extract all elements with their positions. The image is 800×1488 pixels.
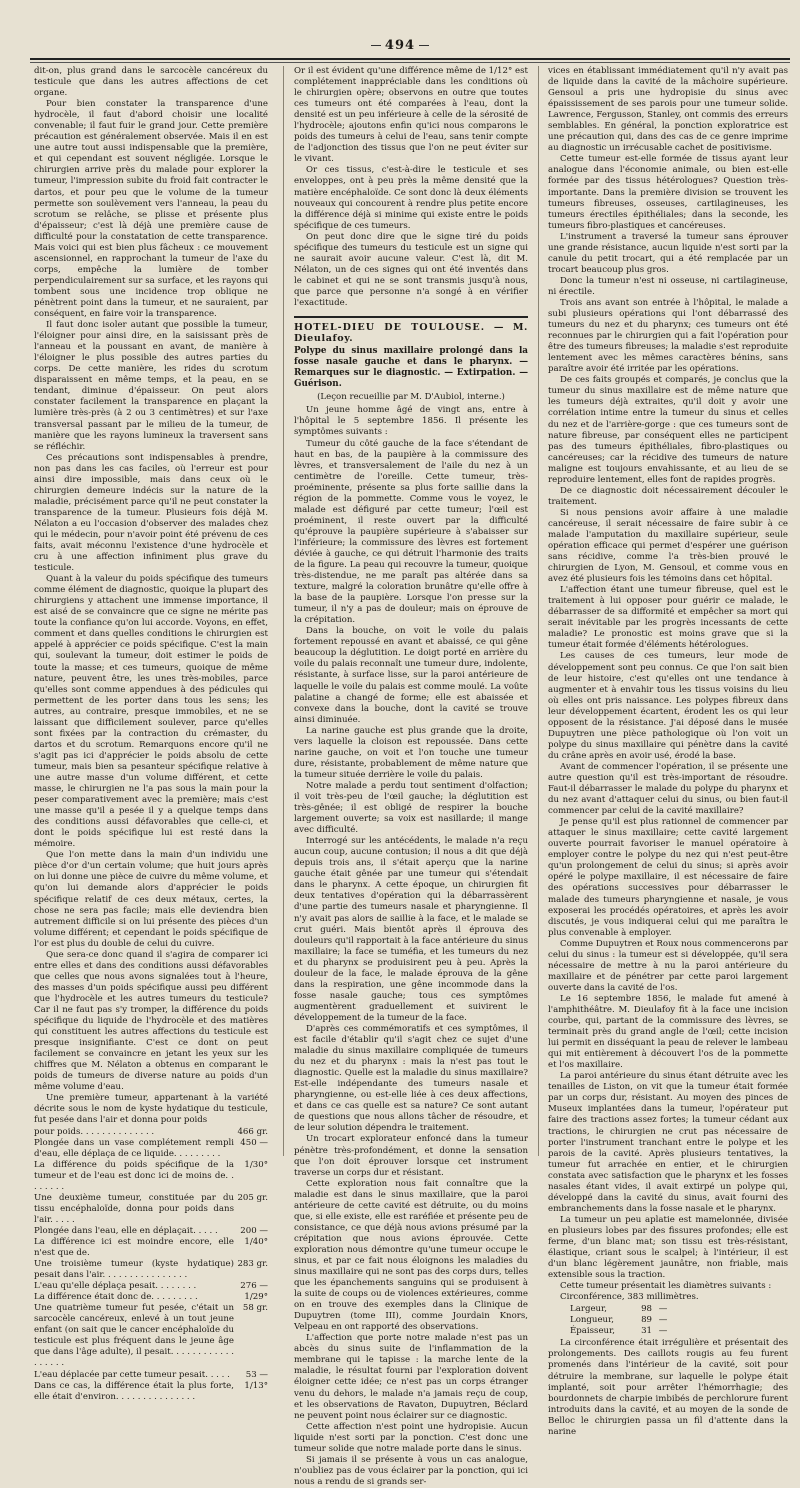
dimensions-table [570, 1304, 788, 1337]
experiment-row [34, 1237, 268, 1259]
paragraph: Je pense qu'il est plus rationnel de commencer par attaquer le sinus maxillaire; cette cavité largement ouverte pourrait favoriser le manuel opératoire à employer contre le polype du nez qui n'est peut-être qu'un prolongement de celui du sinus; si après avoir opéré le polype maxillaire, il est nécessaire de faire des opérations successives pour débarrasser le malade des tumeurs pharyngienne et nasale, je vous exposerai les procédés opératoires, et après les avoir discutés, je vous indiquerai celui qui me paraîtra le plus convenable à employer. [548, 817, 788, 938]
dimension-value: 31 [641, 1326, 652, 1337]
dimension-row [570, 1304, 680, 1315]
experiment-row [34, 1292, 268, 1303]
experiment-label: Une troisième tumeur (kyste hydatique) pesait dans l'air. . . . . . . . . . . . . . . . [34, 1259, 234, 1281]
experiment-value: 283 gr. [237, 1259, 268, 1270]
paragraph: Donc la tumeur n'est ni osseuse, ni cartilagineuse, ni érectile. [548, 275, 788, 297]
experiment-value: 205 gr. [237, 1192, 268, 1203]
paragraph: Un trocart explorateur enfoncé dans la tumeur pénètre très-profondément, et donne la sensation que l'on doit éprouver lorsque cet instrument traverse un corps dur et résistant. [294, 1134, 528, 1178]
experiment-label: L'eau qu'elle déplaça pesait. . . . . . . . [34, 1281, 197, 1292]
experiments-intro: Une première tumeur, appartenant à la variété décrite sous le nom de kyste hydatique du testicule, fut pesée dans l'air et donna pour poids [34, 1093, 268, 1126]
dimension-unit: — [658, 1315, 668, 1326]
experiment-row [34, 1303, 268, 1369]
experiment-value: 276 — [240, 1281, 268, 1292]
experiment-label: Dans ce cas, la différence était la plus forte, elle était d'environ. . . . . . . . . . . . . . . [34, 1380, 234, 1402]
paragraph: Circonférence, 383 millimètres. [560, 1292, 699, 1303]
paragraph: vices en établissant immédiatement qu'il n'y avait pas de liquide dans la cavité de la mâchoire supérieure. Gensoul a pris une hydropisie du sinus avec épaississement de ses parois pour une tumeur solide. Lawrence, Fergusson, Stanley, ont commis des erreurs semblables. En général, la ponction exploratrice est une précaution qui, dans des cas de ce genre imprime au diagnostic un irrécusable cachet de positivisme. [548, 66, 788, 154]
paragraph: Que l'on mette dans la main d'un individu une pièce d'or d'un certain volume; que huit jours après on lui donne une pièce de cuivre du même volume, et qu'on lui demande alors d'apprécier le poids spécifique relatif de ces deux métaux, certes, la chose ne sera pas facile; mais elle deviendra bien autrement difficile si on lui présente des pièces d'un volume différent; et cependant le poids spécifique de l'or est plus du double de celui du cuivre. [34, 850, 268, 949]
paragraph: Or il est évident qu'une différence même de 1/12° est complétement inappréciable dans les conditions où le chirurgien opère; observons en outre que toutes ces tumeurs ont été comparées à l'eau, dont la densité est un peu inférieure à celle de la sérosité de l'hydrocèle; ajoutons enfin qu'ici nous comparons le poids des tumeurs à celui de l'eau, sans tenir compte de l'adjonction des tissus que l'on ne peut éviter sur le vivant. [294, 66, 528, 165]
experiment-label: La différence ici est moindre encore, elle n'est que de. [34, 1236, 234, 1259]
page-number: 494 [0, 38, 800, 53]
paragraph: La paroi antérieure du sinus étant détruite avec les tenailles de Liston, on vit que la tumeur était formée par un corps dur, résistant. Au moyen des pinces de Museux implantées dans la tumeur, l'opérateur put faire des tractions assez fortes; la tumeur cédant aux tractions, le chirurgien ne crut pas nécessaire de porter l'instrument tranchant entre le polype et les parois de la cavité. Après plusieurs tentatives, la tumeur fut arrachée en entier, et le chirurgien constata avec satisfaction que le pharynx et les fosses nasales étant vides, il avait extirpé un polype qui, développé dans la cavité du sinus, avait fourni des embranchements dans la fosse nasale et le pharynx. [548, 1071, 788, 1214]
paragraph: Si jamais il se présente à vous un cas analogue, n'oubliez pas de vous éclairer par la ponction, qui ici nous a rendu de si grands ser- [294, 1454, 528, 1487]
paragraph: Cette exploration nous fait connaître que la maladie est dans le sinus maxillaire, que la paroi antérieure de cette cavité est détruite, ou du moins que, si elle existe, elle est raréfiée et présente peu de consistance, ce que déjà nous avions présumé par la crépitation que nous avions éprouvée. Cette exploration nous démontre qu'une tumeur occupe le sinus, et par ce fait nous éloignons les maladies du sinus maxillaire qui ne sont pas des corps durs, telles que les épanchements sanguins qui se produisent à la suite de coups ou de violences extérieures, comme on en trouve des exemples dans la Clinique de Dupuytren (tome III), comme Jourdain Knors, Velpeau en ont rapporté des observations. [294, 1178, 528, 1333]
paragraph: Cette tumeur présentait les diamètres suivants : [560, 1281, 772, 1292]
experiments-table [34, 1127, 268, 1403]
column-1 [34, 66, 268, 1402]
paragraph: Tumeur du côté gauche de la face s'étendant de haut en bas, de la paupière à la commissure des lèvres, et transversalement de l'aile du nez à un centimètre de l'oreille. Cette tumeur, très-proéminente, présente sa plus forte saillie dans la région de la pommette. Comme vous le voyez, le malade est défiguré par cette tumeur; l'œil est proéminent, il reste ouvert par la difficulté qu'éprouve la paupière supérieure à s'abaisser sur l'inférieure; la commissure des lèvres est fortement déviée à gauche, ce qui détruit l'harmonie des traits de la figure. La peau qui recouvre la tumeur, quoique très-distendue, ne me paraît pas altérée dans sa texture, malgré la coloration brunâtre qu'elle offre à la base de la paupière. Lorsque l'on presse sur la tumeur, il n'y a pas de douleur; mais on éprouve de la crépitation. [294, 438, 528, 626]
dimension-unit: — [658, 1304, 668, 1315]
dimension-name: Largeur, [570, 1304, 607, 1315]
experiment-value: 1/29° [244, 1292, 268, 1303]
experiment-row [34, 1381, 268, 1403]
header-rule [30, 58, 790, 60]
paragraph: L'instrument a traversé la tumeur sans éprouver une grande résistance, aucun liquide n'est sorti par la canule du petit trocart, qui a été remplacée par un trocart beaucoup plus gros. [548, 231, 788, 275]
paragraph: L'affection que porte notre malade n'est pas un abcès du sinus suite de l'inflammation de la membrane qui le tapisse : la marche lente de la maladie, le résultat fourni par l'exploration doivent éloigner cette idée; ce n'est pas un corps étranger venu du dehors, le malade n'a jamais reçu de coup, et les observations de Ravaton, Dupuytren, Béclard ne peuvent point nous éclairer sur ce diagnostic. [294, 1333, 528, 1421]
experiment-value: 58 gr. [242, 1303, 268, 1314]
paragraph: Les causes de ces tumeurs, leur mode de développement sont peu connus. Ce que l'on sait bien de leur histoire, c'est qu'elles ont une tendance à augmenter et à envahir tous les tissus voisins du lieu où elles ont pris naissance. Les polypes fibreux dans leur développement écartent, érodent les os qui leur opposent de la résistance. J'ai déposé dans le musée Dupuytren une pièce pathologique où l'on voit un polype du sinus maxillaire qui pénètre dans la cavité du crâne après en avoir usé, érodé la base. [548, 651, 788, 761]
experiment-row [34, 1281, 268, 1292]
experiment-label: pour poids. . . . . . . . . . . . . . [34, 1126, 155, 1137]
paragraph: Interrogé sur les antécédents, le malade n'a reçu aucun coup, aucune contusion; il nous a dit que déjà depuis trois ans, il s'était aperçu que la narine gauche était gênée par une tumeur qui s'étendait dans le pharynx. A cette époque, un chirurgien fit deux tentatives d'opération qui la débarrassèrent d'une partie des tumeurs nasale et pharyngienne. Il n'y avait pas alors de saillie à la face, et le malade se crut guéri. Mais bientôt après il éprouva des douleurs qu'il rapportait à la face antérieure du sinus maxillaire; la face se tuméfia, et les tumeurs du nez et du pharynx se produisirent peu à peu. Après la douleur de la face, le malade éprouva de la gêne dans la respiration, une gêne incommode dans la fosse nasale gauche; tous ces symptômes augmentèrent graduellement et suivirent le développement de la tumeur de la face. [294, 836, 528, 1023]
experiment-label: La différence du poids spécifique de la tumeur et de l'eau est donc ici de moins de. . . . . . . . [34, 1159, 234, 1192]
section-author: — M. Dieulafoy. [294, 322, 528, 345]
paragraph: Comme Dupuytren et Roux nous commencerons par celui du sinus : la tumeur est si développée, qu'il sera nécessaire de mettre à nu la paroi antérieure du maxillaire et de pénétrer par cette paroi largement ouverte dans la cavité de l'os. [548, 938, 789, 993]
experiment-label: Une deuxième tumeur, constituée par du tissu encéphaloïde, donna pour poids dans l'air. . . . . [34, 1192, 234, 1225]
paragraph: Or ces tissus, c'est-à-dire le testicule et ses enveloppes, ont à peu près la même densité que la matière encéphaloïde. Ce sont donc là deux éléments nouveaux qui concourent à rendre plus petite encore la différence déjà si minime qui existe entre le poids spécifique de ces tumeurs. [294, 165, 528, 231]
experiment-value: 1/13° [244, 1380, 268, 1391]
experiment-label: Plongée dans l'eau, elle en déplaçait. . . . . [34, 1225, 218, 1236]
experiment-row [34, 1370, 268, 1381]
paragraph: Avant de commencer l'opération, il se présente une autre question qu'il est très-important de résoudre. Faut-il débarrasser le malade du polype du pharynx et du nez avant d'attaquer celui du sinus, ou bien faut-il commencer par celui de la cavité maxillaire? [548, 761, 788, 817]
paragraph: La tumeur un peu aplatie est mamelonnée, divisée en plusieurs lobes par des fissures profondes; elle est ferme, d'un blanc mat; son tissu est très-résistant, élastique, criant sous le scalpel; à l'intérieur, il est d'un blanc légèrement jaunâtre, non friable, mais extensible sous la traction. [548, 1214, 788, 1281]
experiment-row [34, 1226, 268, 1237]
paragraph: Le 16 septembre 1856, le malade fut amené à l'amphithéâtre. M. Dieulafoy fit à la face une incision courbe, qui, partant de la commissure des lèvres, se terminait près du grand angle de l'œil; cette incision lui permit en disséquant la peau de relever le lambeau qui mit entièrement à découvert l'os de la pommette et l'os maxillaire. [548, 993, 788, 1071]
paragraph: L'affection étant une tumeur fibreuse, quel est le traitement à lui opposer pour guérir ce malade, le débarrasser de sa difformité et empêcher sa mort qui serait inévitable par les progrès incessants de cette maladie? Le pronostic est moins grave que si la tumeur était formée d'éléments hétérologues. [548, 585, 788, 651]
case-title: Polype du sinus maxillaire prolongé dans la fosse nasale gauche et dans le pharynx. — Remarques sur le diagnostic. — Extirpation. — Guérison. [294, 346, 528, 390]
paragraph: Cette tumeur est-elle formée de tissus ayant leur analogue dans l'économie animale, ou bien est-elle formée par des tissus hétérologues? Question très-importante. Dans la première division se trouvent les tumeurs fibreuses, osseuses, cartilagineuses, les tumeurs érectiles épithéliales; dans la seconde, les tumeurs fibro-plastiques et cancéreuses. [548, 154, 788, 231]
experiment-row [34, 1259, 268, 1281]
section-heading [294, 316, 528, 344]
paragraph: De ce diagnostic doit nécessairement découler le traitement. [548, 485, 788, 507]
paragraph: Trois ans avant son entrée à l'hôpital, le malade a subi plusieurs opérations qui l'ont débarrassé des tumeurs du nez et du pharynx; ces tumeurs ont été reconnues par le chirurgien qui a fait l'opération pour être des tumeurs fibreuses; la maladie s'est reproduite lentement avec les mêmes caractères bénins, sans paraître avoir été irritée par les opérations. [548, 297, 788, 375]
paragraph: Pour bien constater la transparence d'une hydrocèle, il faut d'abord choisir une localité convenable; il faut fuir le grand jour. Cette première précaution est généralement observée. Mais il en est une autre tout aussi indispensable que la première, et qui cependant est souvent négligée. Lorsque le chirurgien arrive près du malade pour explorer la tumeur, l'impression subite du froid fait contracter le dartos, et pour peu que le volume de la tumeur permette son soulèvement vers l'anneau, la peau du scrotum se relâche, se plisse et présente plus d'épaisseur; c'est là déjà une première cause de difficulté pour la constatation de cette transparence. Mais voici qui est bien plus fâcheux : ce mouvement ascensionnel, en rapprochant la tumeur de l'axe du corps, empêche la lumière de tomber perpendiculairement sur sa surface, et les rayons qui tombent sous une incidence trop oblique ne pénètrent point dans la tumeur, et ne sauraient, par conséquent, en faire voir la transparence. [34, 99, 268, 320]
paragraph: Cette affection n'est point une hydropisie. Aucun liquide n'est sorti par la ponction. C'est donc une tumeur solide que notre malade porte dans le sinus. [294, 1421, 528, 1454]
paragraph: D'après ces commémoratifs et ces symptômes, il est facile d'établir qu'il s'agit chez ce sujet d'une maladie du sinus maxillaire compliquée de tumeurs du nez et du pharynx : mais la n'est pas tout le diagnostic. Quelle est la maladie du sinus maxillaire? Est-elle indépendante des tumeurs nasale et pharyngienne, ou est-elle liée à ces deux affections, et dans ce cas quelle est sa nature? Ce sont autant de questions que nous allons tâcher de résoudre, et de leur solution dépendra le traitement. [294, 1023, 528, 1134]
experiment-value: 200 — [240, 1225, 268, 1236]
column-divider-1 [283, 66, 284, 1156]
paragraph: La narine gauche est plus grande que la droite, vers laquelle la cloison est repoussée. Dans cette narine gauche, on voit et l'on touche une tumeur dure, résistante, probablement de même nature que la tumeur située derrière le voile du palais. [294, 725, 528, 780]
paragraph: Que sera-ce donc quand il s'agira de comparer ici entre elles et dans des conditions aussi défavorables que celles que nous avons signalées tout à l'heure, des masses d'un poids spécifique aussi peu différent que l'hydrocèle et les autres tumeurs du testicule? Car il ne faut pas s'y tromper, la différence du poids spécifique du liquide de l'hydrocèle et des matières qui constituent les autres affections du testicule est presque insignifiante. C'est ce dont on peut facilement se convaincre en jetant les yeux sur les chiffres que M. Nélaton a obtenus en comparant le poids de tumeurs de diverse nature au poids d'un même volume d'eau. [34, 949, 268, 1093]
paragraph: Il faut donc isoler autant que possible la tumeur, l'éloigner pour ainsi dire, en la saisissant près de l'anneau et la poussant en avant, de manière à l'éloigner le plus possible des autres parties du corps. De cette manière, les rides du scrotum disparaissent en même temps, et la peau, en se tendant, diminue d'épaisseur. On peut alors constater facilement la transparence en plaçant la lumière très-près (à 2 ou 3 centimètres) et sur l'axe transversal passant par le milieu de la tumeur, de manière que les rayons lumineux la traversent sans se réfléchir. [34, 320, 268, 452]
header-rule-thin [30, 62, 790, 63]
dimension-value: 98 [641, 1304, 652, 1315]
experiment-value: 450 — [240, 1137, 268, 1148]
experiment-label: Une quatrième tumeur fut pesée, c'était un sarcocèle cancéreux, enlevé à un tout jeune enfant (on sait que le cancer encéphaloïde du testicule est plus fréquent dans le jeune âge que dans l'âge adulte), il pesait. . . . . . . . . . . . . . . . . . [34, 1303, 234, 1369]
experiment-row [34, 1160, 268, 1193]
experiment-row [34, 1127, 268, 1138]
column-3 [548, 66, 789, 1437]
paragraph: On peut donc dire que le signe tiré du poids spécifique des tumeurs du testicule est un signe qui ne saurait avoir aucune valeur. C'est là, dit M. Nélaton, un de ces signes qui ont été inventés dans le cabinet et qui ne se sont transmis jusqu'à nous, que parce que personne n'a songé à en vérifier l'exactitude. [294, 231, 528, 308]
paragraph: dit-on, plus grand dans le sarcocèle cancéreux du testicule que dans les autres affections de cet organe. [34, 66, 268, 99]
experiment-label: La différence était donc de. . . . . . . . . [34, 1292, 198, 1303]
paragraph: Notre malade a perdu tout sentiment d'olfaction; il voit très-peu de l'œil gauche; la déglutition est très-gênée; il est obligé de respirer la bouche largement ouverte; sa voix est nasillarde; il mange avec difficulté. [294, 780, 528, 836]
dimension-row [570, 1326, 680, 1337]
lecture-note: (Leçon recueillie par M. D'Aubiol, interne.) [317, 392, 505, 403]
paragraph: De ces faits groupés et comparés, je conclus que la tumeur du sinus maxillaire est de même nature que les tumeurs déjà extraites, qu'il doit y avoir une corrélation intime entre la tumeur du sinus et celles du nez et de l'arrière-gorge : que ces tumeurs sont de nature fibreuse, par conséquent elles ne participent pas des tumeurs épithéliales, fibro-plastiques ou cancéreuses; car la récidive des tumeurs de nature maligne est toujours envahissante, et au lieu de se reproduire lentement, elles font de rapides progrès. [548, 375, 788, 485]
paragraph: Un jeune homme âgé de vingt ans, entre à l'hôpital le 5 septembre 1856. Il présente les symptômes suivants : [294, 405, 528, 438]
paragraph: La circonférence était irrégulière et présentait des prolongements. Des caillots rougis au feu furent promenés dans l'intérieur de la cavité, soit pour détruire la membrane, sur laquelle le polype était implanté, soit pour arrêter l'hémorrhagie; des bourdonnets de charpie imbibés de perchlorure furent introduits dans la cavité, et au moyen de la sonde de Belloc le chirurgien passa un fil d'attente dans la narine [548, 1338, 788, 1437]
experiment-label: L'eau déplacée par cette tumeur pesait. . . . . [34, 1369, 230, 1380]
column-divider-2 [538, 66, 539, 1156]
paragraph: Ces précautions sont indispensables à prendre, non pas dans les cas faciles, où l'erreur est pour ainsi dire impossible, mais dans ceux où le chirurgien demeure indécis sur la nature de la maladie, précisément parce qu'il ne peut constater la transparence de la tumeur. Plusieurs fois déjà M. Nélaton a eu l'occasion d'observer des malades chez qui le médecin, pour n'avoir point été prévenu de ces faits, avait méconnu l'existence d'une hydrocèle et cru à une affection infiniment plus grave du testicule. [34, 452, 268, 574]
paragraph: Dans la bouche, on voit le voile du palais fortement repoussé en avant et abaissé, ce qui gêne beaucoup la déglutition. Le doigt porté en arrière du voile du palais reconnaît une tumeur dure, indolente, résistante, à surface lisse, sur la paroi antérieure de laquelle le voile du palais est comme moulé. La voûte palatine a changé de forme; elle est abaissée et convexe dans la bouche, dont la cavité se trouve ainsi diminuée. [294, 626, 528, 725]
paragraph: Si nous pensions avoir affaire à une maladie cancéreuse, il serait nécessaire de faire subir à ce malade l'amputation du maxillaire supérieur, seule opération efficace qui permet d'espérer une guérison sans récidive, comme l'a très-bien prouvé le chirurgien de Lyon, M. Gensoul, et comme vous en avez été plusieurs fois les témoins dans cet hôpital. [548, 507, 788, 585]
paragraph: Quant à la valeur du poids spécifique des tumeurs comme élément de diagnostic, quoique la plupart des chirurgiens y attachent une immense importance, il est aisé de se convaincre que ce signe ne mérite pas toute la confiance qu'on lui accorde. Voyons, en effet, comment et dans quelles conditions le chirurgien est appelé à apprécier ce poids spécifique. C'est la main qui, soulevant la tumeur, doit estimer le poids de toute la masse; et ces tumeurs, quoique de même nature, peuvent être, les unes très-mobiles, parce qu'elles sont comme appendues à des pédicules qui permettent de les porter dans tous les sens; les autres, au contraire, presque immobiles, et ne se laissant que difficilement soulever, parce qu'elles sont fixées par la contraction du crémaster, du dartos et du scrotum. Remarquons encore qu'il ne s'agit pas ici d'apprécier le poids absolu de cette tumeur, mais bien sa pesanteur spécifique relative à une autre masse d'un volume différent, et cette masse, le chirurgien ne l'a pas sous la main pour la peser comparativement avec la première; mais c'est une masse qu'il a pesée il y a quelque temps dans des conditions aussi défavorables que celle-ci, et dont le poids spécifique lui est resté dans la mémoire. [34, 574, 268, 850]
hospital-name: HOTEL-DIEU DE TOULOUSE. [294, 322, 486, 334]
column-2 [294, 66, 528, 1487]
experiment-value: 466 gr. [237, 1126, 268, 1137]
experiment-value: 1/40° [244, 1236, 268, 1247]
experiment-row [34, 1193, 268, 1226]
dimension-value: 89 [641, 1315, 652, 1326]
experiment-label: Plongée dans un vase complétement rempli d'eau, elle déplaça de ce liquide. . . . . . . . . [34, 1137, 234, 1159]
experiment-value: 53 — [245, 1369, 268, 1380]
dimension-unit: — [658, 1326, 668, 1337]
experiment-value: 1/30° [244, 1159, 268, 1170]
dimension-name: Longueur, [570, 1315, 614, 1326]
experiment-row [34, 1138, 268, 1160]
dimension-name: Épaisseur, [570, 1326, 615, 1337]
dimension-row [570, 1315, 680, 1326]
